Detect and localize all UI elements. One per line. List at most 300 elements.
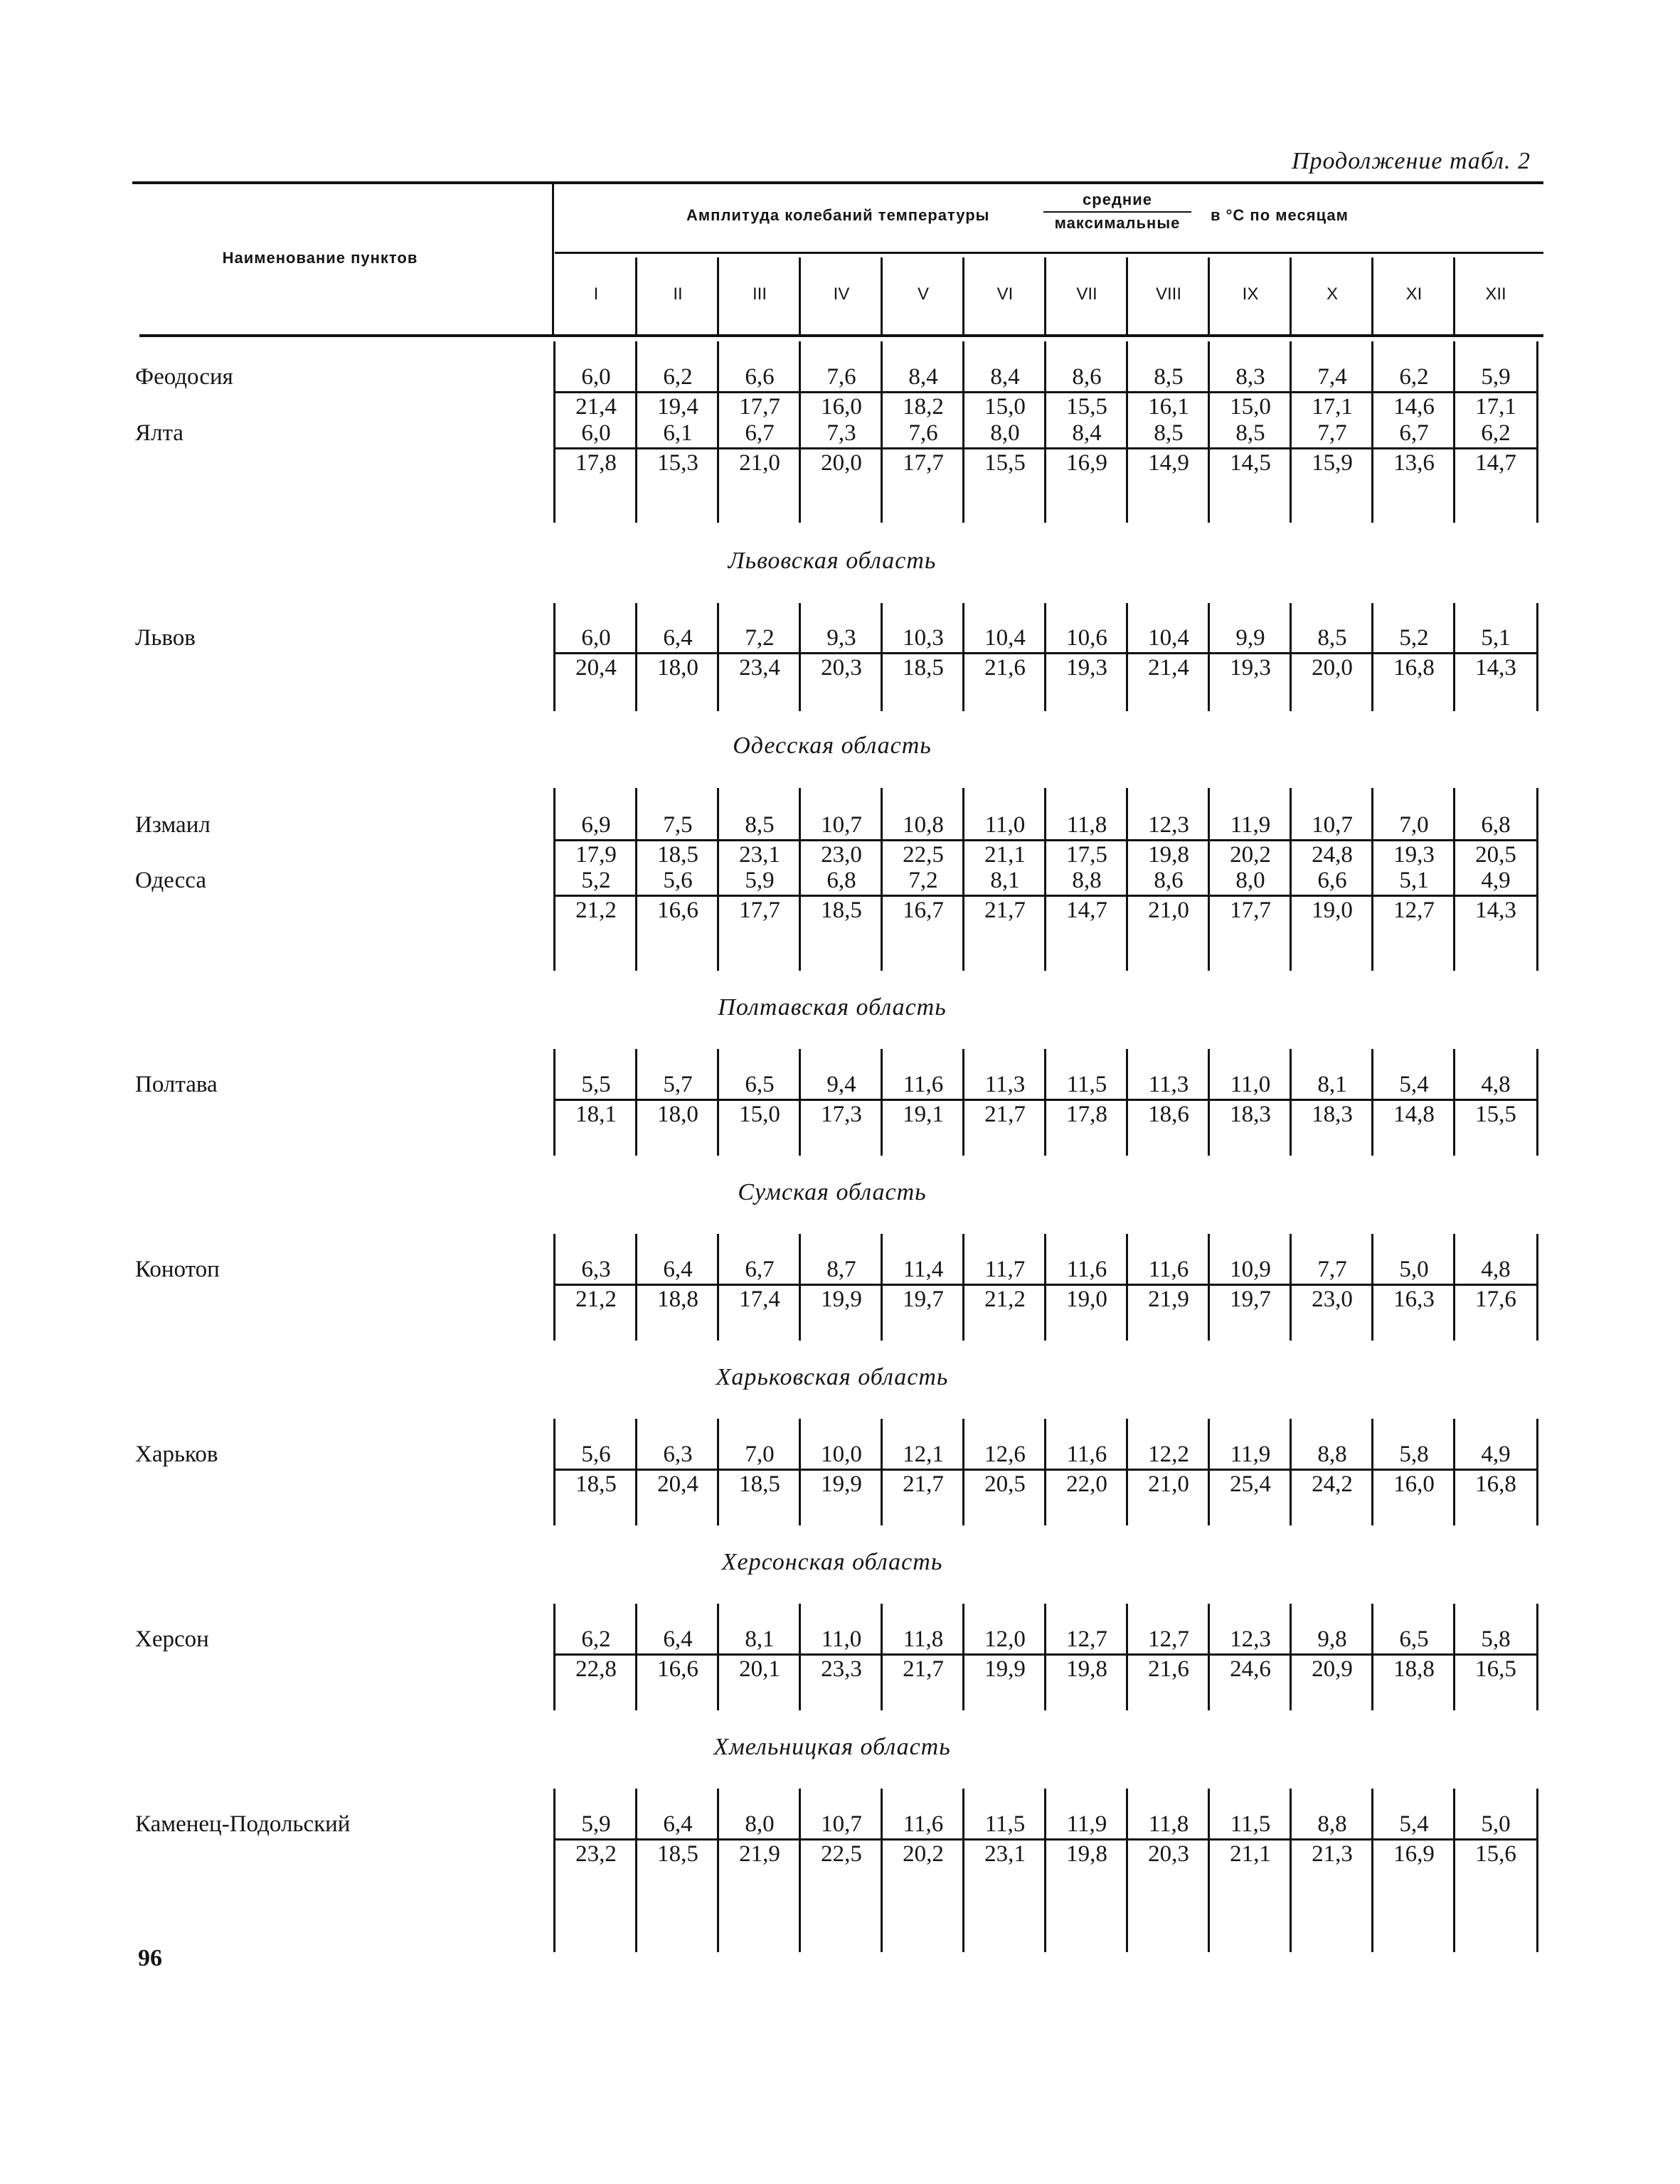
average-amplitude: 6,4 <box>637 1810 718 1841</box>
average-amplitude: 9,3 <box>801 624 882 654</box>
average-amplitude: 7,2 <box>719 624 800 654</box>
month-header-divider <box>1126 257 1128 334</box>
average-amplitude: 10,3 <box>883 624 964 654</box>
month-header-divider <box>962 257 964 334</box>
average-amplitude: 6,4 <box>637 624 718 654</box>
value-cell <box>1292 624 1373 681</box>
maximum-amplitude: 14,5 <box>1230 450 1271 476</box>
average-amplitude: 8,1 <box>1292 1070 1373 1101</box>
value-cell <box>1455 811 1536 868</box>
continuation-caption: Продолжение табл. 2 <box>1291 148 1531 174</box>
average-amplitude: 6,3 <box>555 1255 637 1286</box>
maximum-amplitude: 17,5 <box>1066 842 1107 868</box>
value-cell <box>883 1255 964 1313</box>
maximum-amplitude: 24,2 <box>1312 1471 1353 1497</box>
average-amplitude: 11,3 <box>964 1070 1046 1101</box>
average-amplitude: 6,1 <box>637 419 718 449</box>
average-amplitude: 10,7 <box>801 1810 882 1841</box>
value-cell <box>1455 363 1536 420</box>
maximum-amplitude: 14,8 <box>1393 1102 1435 1127</box>
maximum-amplitude: 18,0 <box>657 655 698 681</box>
value-cell <box>719 419 800 476</box>
average-amplitude: 5,8 <box>1373 1440 1455 1471</box>
maximum-amplitude: 22,0 <box>1066 1471 1107 1497</box>
maximum-amplitude: 19,7 <box>903 1287 944 1312</box>
value-cell <box>883 419 964 476</box>
maximum-amplitude: 21,3 <box>1312 1841 1353 1867</box>
maximum-amplitude: 19,1 <box>903 1102 944 1127</box>
maximum-amplitude: 16,5 <box>1475 1656 1516 1682</box>
average-amplitude: 5,9 <box>719 866 800 897</box>
value-cell <box>1046 866 1127 924</box>
month-header-12: XII <box>1485 284 1506 304</box>
average-amplitude: 6,3 <box>637 1440 718 1471</box>
month-header-1: I <box>593 284 599 304</box>
maximum-amplitude: 15,6 <box>1475 1841 1516 1867</box>
maximum-amplitude: 19,3 <box>1066 655 1107 681</box>
average-amplitude: 8,8 <box>1046 866 1127 897</box>
average-amplitude: 6,0 <box>555 363 637 393</box>
maximum-amplitude: 16,3 <box>1393 1287 1435 1312</box>
average-amplitude: 8,5 <box>719 811 800 841</box>
column-header-amplitude <box>555 191 1529 247</box>
maximum-amplitude: 20,4 <box>657 1471 698 1497</box>
value-cell <box>1046 1625 1127 1683</box>
value-cell <box>1455 1070 1536 1128</box>
maximum-amplitude: 14,7 <box>1066 897 1107 923</box>
maximum-amplitude: 17,7 <box>739 394 780 420</box>
maximum-amplitude: 13,6 <box>1393 450 1435 476</box>
maximum-amplitude: 22,5 <box>903 842 944 868</box>
maximum-amplitude: 14,3 <box>1475 897 1516 923</box>
month-header-10: X <box>1326 284 1338 304</box>
maximum-amplitude: 20,5 <box>984 1471 1026 1497</box>
average-amplitude: 7,0 <box>1373 811 1455 841</box>
maximum-amplitude: 18,5 <box>657 1841 698 1867</box>
average-amplitude: 11,5 <box>1046 1070 1127 1101</box>
average-amplitude: 11,6 <box>1128 1255 1209 1286</box>
value-cell <box>883 363 964 420</box>
value-cell <box>1128 363 1209 420</box>
value-cell <box>1292 363 1373 420</box>
value-cell <box>964 811 1046 868</box>
average-amplitude: 11,9 <box>1046 1810 1127 1841</box>
value-cell <box>883 624 964 681</box>
value-cell <box>637 363 718 420</box>
month-header-divider <box>881 257 883 334</box>
average-amplitude: 5,4 <box>1373 1070 1455 1101</box>
month-header-divider <box>799 257 801 334</box>
value-cell <box>1455 1625 1536 1683</box>
value-cell <box>1455 1810 1536 1868</box>
maximum-amplitude: 21,6 <box>1148 1656 1189 1682</box>
maximum-amplitude: 23,0 <box>821 842 862 868</box>
maximum-amplitude: 21,4 <box>575 394 617 420</box>
maximum-amplitude: 21,9 <box>739 1841 780 1867</box>
average-amplitude: 5,5 <box>555 1070 637 1101</box>
value-cell <box>1292 1255 1373 1313</box>
value-cell <box>883 1810 964 1868</box>
maximum-amplitude: 14,3 <box>1475 655 1516 681</box>
value-cell <box>1373 1255 1455 1313</box>
average-amplitude: 6,5 <box>719 1070 800 1101</box>
month-header-divider <box>1044 257 1046 334</box>
average-amplitude: 12,0 <box>964 1625 1046 1656</box>
maximum-amplitude: 23,0 <box>1312 1287 1353 1312</box>
value-cell <box>801 419 882 476</box>
value-cell <box>637 624 718 681</box>
column-divider <box>1536 1419 1538 1525</box>
maximum-amplitude: 21,7 <box>984 1102 1026 1127</box>
average-amplitude: 6,9 <box>555 811 637 841</box>
maximum-amplitude: 12,7 <box>1393 897 1435 923</box>
column-header-names: Наименование пунктов <box>222 249 418 267</box>
average-amplitude: 6,2 <box>637 363 718 393</box>
page-number: 96 <box>138 1945 162 1971</box>
maximum-amplitude: 19,3 <box>1230 655 1271 681</box>
average-amplitude: 8,8 <box>1292 1810 1373 1841</box>
month-header-3: III <box>752 284 767 304</box>
average-amplitude: 5,6 <box>555 1440 637 1471</box>
value-cell <box>1292 1070 1373 1128</box>
month-header-11: XI <box>1405 284 1423 304</box>
maximum-amplitude: 19,9 <box>821 1471 862 1497</box>
average-amplitude: 4,8 <box>1455 1070 1536 1101</box>
maximum-amplitude: 19,0 <box>1312 897 1353 923</box>
value-cell <box>637 1625 718 1683</box>
value-cell <box>1455 1440 1536 1498</box>
maximum-amplitude: 17,7 <box>739 897 780 923</box>
station-name: Конотоп <box>135 1257 220 1282</box>
value-cell <box>1046 1255 1127 1313</box>
amplitude-caption: Амплитуда колебаний температуры <box>686 206 990 224</box>
station-name: Полтава <box>135 1072 218 1097</box>
maximum-amplitude: 15,5 <box>1066 394 1107 420</box>
average-amplitude: 10,7 <box>1292 811 1373 841</box>
average-amplitude: 5,9 <box>1455 363 1536 393</box>
average-amplitude: 10,4 <box>1128 624 1209 654</box>
average-amplitude: 5,2 <box>555 866 637 897</box>
value-cell <box>555 363 637 420</box>
value-cell <box>801 811 882 868</box>
value-cell <box>1210 419 1291 476</box>
value-cell <box>1128 419 1209 476</box>
maximum-amplitude: 15,0 <box>1230 394 1271 420</box>
average-amplitude: 4,9 <box>1455 1440 1536 1471</box>
maximum-amplitude: 15,3 <box>657 450 698 476</box>
station-name: Одесса <box>135 868 206 893</box>
average-amplitude: 5,4 <box>1373 1810 1455 1841</box>
value-cell <box>555 624 637 681</box>
average-amplitude: 8,8 <box>1292 1440 1373 1471</box>
average-amplitude: 6,2 <box>555 1625 637 1656</box>
month-header-divider <box>1208 257 1210 334</box>
value-cell <box>1455 1255 1536 1313</box>
average-amplitude: 5,6 <box>637 866 718 897</box>
average-amplitude: 11,6 <box>883 1810 964 1841</box>
value-cell <box>1292 1810 1373 1868</box>
maximum-amplitude: 24,8 <box>1312 842 1353 868</box>
average-amplitude: 5,9 <box>555 1810 637 1841</box>
column-divider <box>1536 603 1538 711</box>
value-cell <box>1373 419 1455 476</box>
average-amplitude: 8,4 <box>883 363 964 393</box>
average-amplitude: 8,4 <box>1046 419 1127 449</box>
maximum-amplitude: 16,0 <box>821 394 862 420</box>
maximum-amplitude: 16,9 <box>1066 450 1107 476</box>
maximum-amplitude: 20,0 <box>1312 655 1353 681</box>
month-header-6: VI <box>996 284 1014 304</box>
average-amplitude: 8,7 <box>801 1255 882 1286</box>
maximum-amplitude: 23,2 <box>575 1841 617 1867</box>
value-cell <box>1373 1625 1455 1683</box>
maximum-amplitude: 20,9 <box>1312 1656 1353 1682</box>
average-amplitude: 12,1 <box>883 1440 964 1471</box>
month-header-8: VIII <box>1155 284 1181 304</box>
value-cell <box>555 1440 637 1498</box>
average-amplitude: 8,5 <box>1128 419 1209 449</box>
value-cell <box>555 811 637 868</box>
value-cell <box>1210 1625 1291 1683</box>
maximum-amplitude: 18,2 <box>903 394 944 420</box>
average-amplitude: 7,6 <box>801 363 882 393</box>
maximum-amplitude: 14,6 <box>1393 394 1435 420</box>
value-cell <box>719 624 800 681</box>
value-cell <box>1046 624 1127 681</box>
average-amplitude: 8,6 <box>1046 363 1127 393</box>
amplitude-fraction <box>1043 191 1191 233</box>
maximum-amplitude: 25,4 <box>1230 1471 1271 1497</box>
maximum-amplitude: 18,5 <box>739 1471 780 1497</box>
value-cell <box>637 1255 718 1313</box>
average-amplitude: 11,0 <box>801 1625 882 1656</box>
station-name: Харьков <box>135 1442 218 1467</box>
average-amplitude: 8,0 <box>964 419 1046 449</box>
value-cell <box>637 866 718 924</box>
month-header-9: IX <box>1242 284 1259 304</box>
maximum-amplitude: 20,3 <box>821 655 862 681</box>
maximum-amplitude: 21,0 <box>739 450 780 476</box>
maximum-amplitude: 21,7 <box>984 897 1026 923</box>
maximum-amplitude: 20,3 <box>1148 1841 1189 1867</box>
value-cell <box>637 419 718 476</box>
maximum-amplitude: 18,8 <box>1393 1656 1435 1682</box>
maximum-amplitude: 15,5 <box>984 450 1026 476</box>
average-amplitude: 5,0 <box>1455 1810 1536 1841</box>
maximum-amplitude: 19,8 <box>1066 1656 1107 1682</box>
average-amplitude: 6,8 <box>1455 811 1536 841</box>
value-cell <box>1210 1440 1291 1498</box>
maximum-amplitude: 17,3 <box>821 1102 862 1127</box>
average-amplitude: 12,7 <box>1128 1625 1209 1656</box>
maximum-amplitude: 23,1 <box>739 842 780 868</box>
maximum-amplitude: 16,0 <box>1393 1471 1435 1497</box>
month-header-divider <box>1290 257 1292 334</box>
value-cell <box>1373 1440 1455 1498</box>
average-amplitude: 12,6 <box>964 1440 1046 1471</box>
maximum-amplitude: 17,8 <box>575 450 617 476</box>
value-cell <box>1128 624 1209 681</box>
value-cell <box>1373 363 1455 420</box>
maximum-amplitude: 18,5 <box>821 897 862 923</box>
value-cell <box>1046 1440 1127 1498</box>
maximum-amplitude: 20,5 <box>1475 842 1516 868</box>
maximum-amplitude: 18,5 <box>657 842 698 868</box>
average-amplitude: 11,8 <box>883 1625 964 1656</box>
column-divider <box>1536 341 1538 523</box>
maximum-amplitude: 22,5 <box>821 1841 862 1867</box>
average-amplitude: 10,0 <box>801 1440 882 1471</box>
maximum-amplitude: 24,6 <box>1230 1656 1271 1682</box>
value-cell <box>1210 866 1291 924</box>
value-cell <box>1210 1255 1291 1313</box>
month-header-4: IV <box>833 284 850 304</box>
value-cell <box>1292 866 1373 924</box>
average-amplitude: 8,4 <box>964 363 1046 393</box>
average-amplitude: 6,7 <box>1373 419 1455 449</box>
maximum-amplitude: 16,8 <box>1475 1471 1516 1497</box>
average-amplitude: 7,5 <box>637 811 718 841</box>
maximum-amplitude: 20,4 <box>575 655 617 681</box>
fraction-numerator: средние <box>1043 191 1191 213</box>
value-cell <box>801 866 882 924</box>
column-divider <box>1536 788 1538 971</box>
maximum-amplitude: 22,8 <box>575 1656 617 1682</box>
average-amplitude: 11,0 <box>964 811 1046 841</box>
average-amplitude: 10,7 <box>801 811 882 841</box>
average-amplitude: 12,3 <box>1128 811 1209 841</box>
value-cell <box>1128 1625 1209 1683</box>
amplitude-subheader-rule <box>555 252 1543 254</box>
average-amplitude: 6,0 <box>555 624 637 654</box>
average-amplitude: 4,8 <box>1455 1255 1536 1286</box>
value-cell <box>964 1255 1046 1313</box>
maximum-amplitude: 17,1 <box>1475 394 1516 420</box>
maximum-amplitude: 16,1 <box>1148 394 1189 420</box>
station-name: Львов <box>135 625 196 651</box>
average-amplitude: 11,6 <box>1046 1255 1127 1286</box>
maximum-amplitude: 21,0 <box>1148 1471 1189 1497</box>
value-cell <box>964 624 1046 681</box>
maximum-amplitude: 16,6 <box>657 1656 698 1682</box>
maximum-amplitude: 17,1 <box>1312 394 1353 420</box>
station-name: Феодосия <box>135 364 233 390</box>
region-heading: Хмельницкая область <box>713 1734 951 1760</box>
header-divider-line <box>552 184 554 334</box>
average-amplitude: 10,8 <box>883 811 964 841</box>
value-cell <box>719 1255 800 1313</box>
value-cell <box>1210 1070 1291 1128</box>
header-bottom-rule <box>139 334 1543 337</box>
maximum-amplitude: 20,0 <box>821 450 862 476</box>
value-cell <box>964 1070 1046 1128</box>
value-cell <box>801 1625 882 1683</box>
average-amplitude: 7,2 <box>883 866 964 897</box>
maximum-amplitude: 16,6 <box>657 897 698 923</box>
average-amplitude: 8,0 <box>719 1810 800 1841</box>
average-amplitude: 7,0 <box>719 1440 800 1471</box>
region-heading: Одесская область <box>733 733 932 759</box>
station-name: Каменец-Подольский <box>135 1811 351 1837</box>
maximum-amplitude: 23,1 <box>984 1841 1026 1867</box>
maximum-amplitude: 17,7 <box>903 450 944 476</box>
average-amplitude: 7,3 <box>801 419 882 449</box>
average-amplitude: 9,4 <box>801 1070 882 1101</box>
maximum-amplitude: 18,6 <box>1148 1102 1189 1127</box>
average-amplitude: 11,4 <box>883 1255 964 1286</box>
maximum-amplitude: 18,1 <box>575 1102 617 1127</box>
average-amplitude: 6,2 <box>1373 363 1455 393</box>
average-amplitude: 12,3 <box>1210 1625 1291 1656</box>
average-amplitude: 5,1 <box>1373 866 1455 897</box>
value-cell <box>1373 1810 1455 1868</box>
value-cell <box>719 866 800 924</box>
average-amplitude: 6,2 <box>1455 419 1536 449</box>
value-cell <box>1455 624 1536 681</box>
value-cell <box>964 419 1046 476</box>
value-cell <box>555 1625 637 1683</box>
average-amplitude: 5,1 <box>1455 624 1536 654</box>
value-cell <box>555 866 637 924</box>
value-cell <box>1455 866 1536 924</box>
month-header-7: VII <box>1076 284 1097 304</box>
value-cell <box>1128 811 1209 868</box>
average-amplitude: 8,5 <box>1210 419 1291 449</box>
region-heading: Полтавская область <box>718 994 947 1021</box>
maximum-amplitude: 21,0 <box>1148 897 1189 923</box>
value-cell <box>964 1810 1046 1868</box>
fraction-denominator: максимальные <box>1054 214 1181 232</box>
maximum-amplitude: 14,7 <box>1475 450 1516 476</box>
value-cell <box>1046 1810 1127 1868</box>
average-amplitude: 11,9 <box>1210 811 1291 841</box>
average-amplitude: 8,1 <box>719 1625 800 1656</box>
value-cell <box>964 1440 1046 1498</box>
maximum-amplitude: 21,7 <box>903 1471 944 1497</box>
column-divider <box>1536 1234 1538 1341</box>
maximum-amplitude: 18,0 <box>657 1102 698 1127</box>
average-amplitude: 11,0 <box>1210 1070 1291 1101</box>
value-cell <box>883 811 964 868</box>
average-amplitude: 10,9 <box>1210 1255 1291 1286</box>
column-divider <box>1536 1789 1538 1952</box>
maximum-amplitude: 18,3 <box>1230 1102 1271 1127</box>
value-cell <box>1210 811 1291 868</box>
amplitude-units: в °C по месяцам <box>1211 206 1349 224</box>
value-cell <box>1373 866 1455 924</box>
value-cell <box>801 624 882 681</box>
maximum-amplitude: 21,4 <box>1148 655 1189 681</box>
average-amplitude: 6,8 <box>801 866 882 897</box>
average-amplitude: 8,1 <box>964 866 1046 897</box>
maximum-amplitude: 21,2 <box>575 1287 617 1312</box>
average-amplitude: 6,6 <box>1292 866 1373 897</box>
value-cell <box>719 1440 800 1498</box>
value-cell <box>719 363 800 420</box>
value-cell <box>1046 363 1127 420</box>
average-amplitude: 6,6 <box>719 363 800 393</box>
value-cell <box>801 1810 882 1868</box>
maximum-amplitude: 21,7 <box>903 1656 944 1682</box>
maximum-amplitude: 15,5 <box>1475 1102 1516 1127</box>
average-amplitude: 11,3 <box>1128 1070 1209 1101</box>
region-heading: Львовская область <box>728 548 937 574</box>
average-amplitude: 6,4 <box>637 1625 718 1656</box>
average-amplitude: 6,0 <box>555 419 637 449</box>
value-cell <box>1128 866 1209 924</box>
value-cell <box>555 1070 637 1128</box>
value-cell <box>883 1070 964 1128</box>
